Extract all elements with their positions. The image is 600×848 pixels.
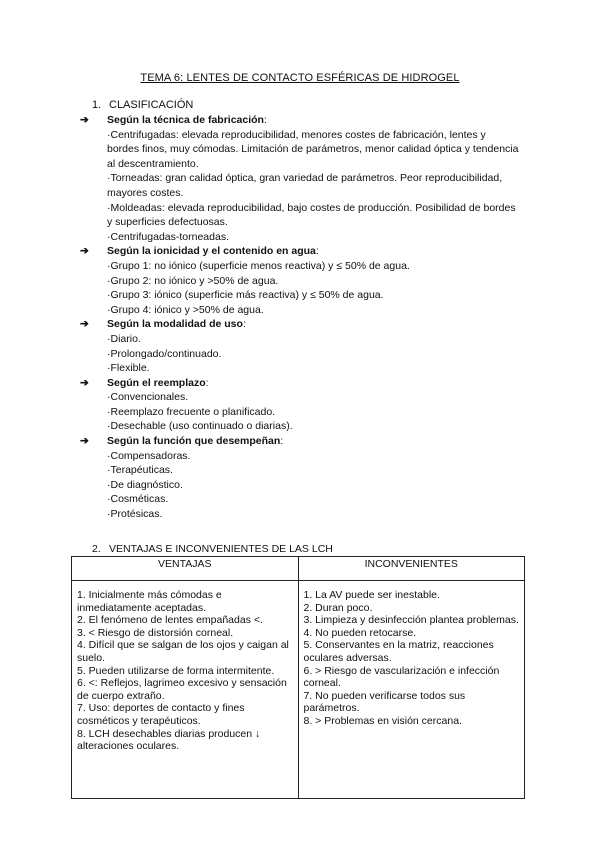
table-list-item: 1. La AV puede ser inestable.	[303, 589, 440, 601]
group-heading	[80, 317, 520, 332]
list-item: ·Grupo 3: iónico (superficie más reactiva) y ≤ 50% de agua.	[107, 289, 384, 302]
heading-colon: :	[315, 245, 319, 258]
table-list-item: 2. El fenómeno de lentes empañadas <.	[77, 614, 263, 627]
list-item: ·Grupo 4: iónico y >50% de agua.	[107, 303, 264, 316]
list-item: ·Desechable (uso continuado o diarias).	[107, 420, 293, 433]
group-items	[80, 332, 520, 376]
table-list-item: 4. No pueden retocarse.	[303, 626, 417, 639]
section-2-title: VENTAJAS E INCONVENIENTES DE LAS LCH	[109, 543, 333, 555]
list-item: ·Centrifugadas-torneadas.	[107, 230, 229, 243]
heading-colon: :	[280, 435, 284, 448]
arrow-right-icon: ➔	[80, 376, 89, 389]
group-heading-text: Según la técnica de fabricación	[107, 114, 264, 126]
table-list-item: 5. Pueden utilizarse de forma intermitente.	[77, 664, 275, 677]
group-heading	[80, 244, 520, 259]
table-list-item: 7. Uso: deportes de contacto y fines cosméticos y terapéuticos.	[77, 702, 245, 727]
ventajas-cell	[72, 581, 299, 799]
group-heading-text: Según la función que desempeñan	[107, 435, 281, 448]
table-list-item: 6. <: Reflejos, lagrimeo excesivo y sensación de cuerpo extraño.	[77, 677, 287, 702]
arrow-right-icon: ➔	[80, 114, 89, 126]
list-item: ·Reemplazo frecuente o planificado.	[107, 405, 276, 418]
group-heading-text: Según el reemplazo	[107, 376, 206, 389]
list-item: ·De diagnóstico.	[107, 478, 183, 491]
group-heading-text: Según la ionicidad y el contenido en agua	[107, 245, 316, 258]
list-item: ·Moldeadas: elevada reproducibilidad, bajo costes de producción. Posibilidad de bordes y superficies defectuosas.	[107, 201, 516, 229]
ventajas-header: VENTAJAS	[72, 557, 299, 581]
group-items	[80, 449, 520, 522]
table-row	[72, 581, 525, 799]
list-item: ·Torneadas: gran calidad óptica, gran variedad de parámetros. Peor reproducibilidad, mayores costes.	[107, 172, 503, 199]
heading-colon: :	[242, 318, 246, 331]
list-item: ·Protésicas.	[107, 508, 163, 521]
list-item: ·Prolongado/continuado.	[107, 347, 222, 360]
table-list-item: 3. Limpieza y desinfección plantea problemas.	[303, 614, 519, 627]
heading-colon: :	[205, 376, 209, 389]
table-list-item: 8. > Problemas en visión cercana.	[303, 714, 462, 727]
classification-group	[80, 376, 520, 434]
list-item: ·Grupo 2: no iónico y >50% de agua.	[107, 274, 279, 287]
list-item: ·Compensadoras.	[107, 449, 191, 462]
table-list-item: 1. Inicialmente más cómodas e inmediatamente aceptadas.	[77, 589, 222, 614]
list-item: ·Terapéuticas.	[107, 464, 173, 477]
classification-group	[80, 244, 520, 317]
table-header-row	[72, 557, 525, 581]
group-items	[80, 259, 520, 317]
classification-list	[80, 113, 520, 522]
table-list-item: 8. LCH desechables diarias producen ↓ alteraciones oculares.	[77, 727, 261, 753]
table-list-item: 4. Difícil que se salgan de los ojos y caigan al suelo.	[77, 639, 289, 664]
classification-group	[80, 113, 520, 244]
list-item: ·Grupo 1: no iónico (superficie menos reactiva) y ≤ 50% de agua.	[107, 259, 410, 272]
table-list-item: 2. Duran poco.	[303, 601, 373, 614]
page-title: TEMA 6: LENTES DE CONTACTO ESFÉRICAS DE HIDROGEL	[140, 72, 460, 84]
inconvenientes-cell	[298, 581, 525, 799]
inconvenientes-header: INCONVENIENTES	[298, 557, 525, 581]
table-list-item: 7. No pueden verificarse todos sus parámetros.	[303, 689, 466, 715]
classification-group	[80, 434, 520, 522]
group-heading	[80, 376, 520, 391]
list-item: ·Convencionales.	[107, 391, 189, 404]
arrow-right-icon: ➔	[80, 435, 89, 448]
advantages-disadvantages-table	[71, 556, 525, 799]
list-item: ·Centrifugadas: elevada reproducibilidad, menores costes de fabricación, lentes y bordes finos, muy cómodas. Limitación de parámetros, menor calidad óptica y tendencia al descentramiento.	[107, 128, 519, 170]
group-items	[80, 390, 520, 434]
group-heading-text: Según la modalidad de uso	[107, 318, 243, 331]
list-item: ·Diario.	[107, 332, 141, 345]
group-heading	[80, 113, 520, 128]
group-items	[80, 128, 520, 245]
heading-colon: :	[263, 114, 267, 126]
classification-group	[80, 317, 520, 375]
table-list-item: 6. > Riesgo de vascularización e infección corneal.	[303, 664, 500, 690]
list-item: ·Flexible.	[107, 362, 150, 375]
table-list-item: 5. Conservantes en la matriz, reacciones oculares adversas.	[303, 639, 494, 664]
section-1-number: 1.	[92, 99, 102, 111]
section-2-heading	[92, 543, 333, 555]
section-2-number: 2.	[92, 543, 101, 555]
arrow-right-icon: ➔	[80, 245, 89, 258]
list-item: ·Cosméticas.	[107, 493, 169, 506]
table-list-item: 3. < Riesgo de distorsión corneal.	[77, 626, 234, 639]
section-1-title: CLASIFICACIÓN	[109, 99, 194, 111]
arrow-right-icon: ➔	[80, 318, 89, 331]
group-heading	[80, 434, 520, 449]
section-1-heading	[92, 99, 193, 111]
